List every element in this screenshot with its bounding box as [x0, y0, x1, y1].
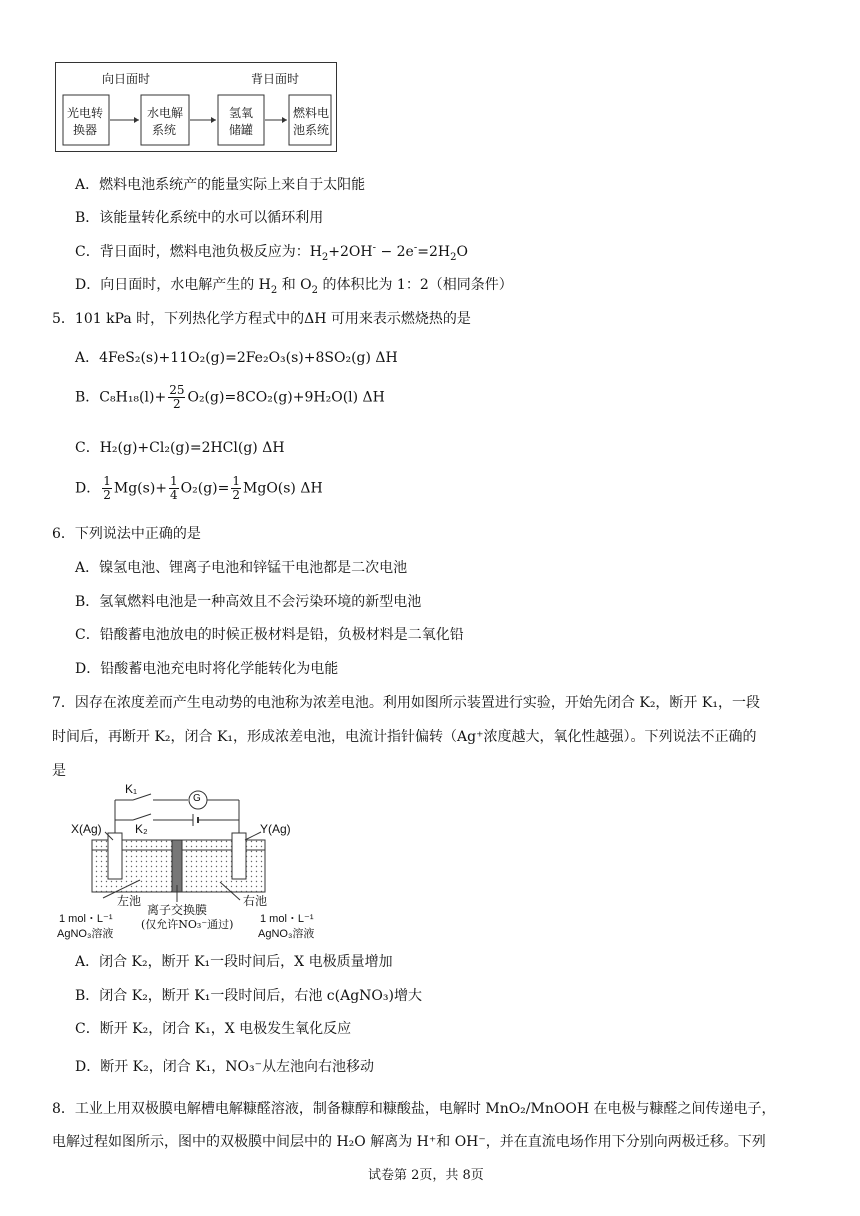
right-pool-label: 右池 [243, 894, 268, 908]
q4-d-mid: 和 O [277, 277, 312, 293]
conc-left-1: 1 mol・L⁻¹ [59, 913, 113, 925]
x-electrode-label: X(Ag) [71, 822, 102, 836]
box1-line1: 光电转 [67, 106, 104, 120]
q4-c-mid2: − 2e [376, 244, 414, 260]
y-electrode-label: Y(Ag) [260, 822, 291, 836]
galvanometer-label: G [193, 793, 201, 804]
q5-b-fraction [168, 384, 185, 411]
q7-option-b: B．闭合 K₂，断开 K₁一段时间后，右池 c(AgNO₃)增大 [75, 988, 422, 1004]
q5-d-post: MgO(s) ΔH [243, 480, 323, 497]
q5-d-frac2 [169, 475, 179, 502]
q5-d-d3: 2 [232, 488, 241, 502]
q4-option-a: A．燃料电池系统产的能量实际上来自于太阳能 [75, 177, 366, 193]
q7-stem-line2: 时间后，再断开 K₂，闭合 K₁，形成浓差电池，电流计指针偏转（Ag⁺浓度越大，氧化性越强）。下列说法不正确的 [52, 729, 757, 745]
q4-c-sup2: - [413, 242, 418, 254]
q6-option-b: B．氢氧燃料电池是一种高效且不会污染环境的新型电池 [75, 594, 422, 610]
conc-left-2: AgNO₃溶液 [57, 928, 114, 940]
q4-c-mid: +2OH [328, 244, 373, 260]
q5-d-d2: 4 [170, 488, 178, 502]
q5-option-b [75, 384, 385, 411]
label-night: 背日面时 [251, 72, 300, 86]
q5-b-post: O₂(g)=8CO₂(g)+9H₂O(l) ΔH [187, 389, 385, 406]
q5-d-frac1 [102, 475, 112, 502]
q4-option-b: B．该能量转化系统中的水可以循环利用 [75, 210, 324, 226]
q5-d-mid2: O₂(g)= [180, 480, 230, 497]
q4-option-d [75, 274, 513, 296]
q4-option-c [75, 241, 468, 263]
box4-line2: 池系统 [293, 123, 330, 137]
q5-d-mid1: Mg(s)+ [113, 480, 168, 497]
q4-c-tail: O [456, 244, 468, 260]
q4-c-sub1: 2 [321, 251, 329, 263]
q6-option-c: C．铅酸蓄电池放电的时候正极材料是铅，负极材料是二氧化铅 [75, 627, 464, 643]
box2-line2: 系统 [152, 123, 177, 137]
q4-c-sup1: - [372, 242, 377, 254]
q6-option-a: A．镍氢电池、锂离子电池和锌锰干电池都是二次电池 [75, 560, 408, 576]
q5-b-pre: B．C₈H₁₈(l)+ [75, 389, 167, 406]
q5-d-n1: 1 [103, 474, 111, 488]
q4-c-prefix: C．背日面时，燃料电池负极反应为：H [75, 244, 322, 260]
q5-d-n2: 1 [170, 474, 178, 488]
q4-c-end: =2H [417, 244, 451, 260]
q4-d-sub2: 2 [311, 284, 319, 296]
label-day: 向日面时 [102, 72, 151, 86]
box4-line1: 燃料电 [293, 106, 330, 120]
box2-line1: 水电解 [147, 106, 184, 120]
q4-c-sub2: 2 [450, 251, 457, 263]
k2-label: K₂ [135, 822, 148, 836]
left-pool-label: 左池 [117, 894, 142, 908]
q5-stem: 5．101 kPa 时，下列热化学方程式中的ΔH 可用来表示燃烧热的是 [52, 311, 471, 327]
q6-stem: 6．下列说法中正确的是 [52, 526, 201, 542]
q4-d-sub1: 2 [270, 284, 278, 296]
concentration-cell-diagram [55, 780, 345, 945]
q5-option-a: A．4FeS₂(s)+11O₂(g)=2Fe₂O₃(s)+8SO₂(g) ΔH [75, 350, 398, 366]
q5-d-frac3 [231, 475, 241, 502]
q6-option-d: D．铅酸蓄电池充电时将化学能转化为电能 [75, 661, 339, 677]
q5-d-pre: D． [75, 480, 101, 497]
q5-b-num: 25 [169, 383, 185, 397]
q7-option-a: A．闭合 K₂，断开 K₁一段时间后，X 电极质量增加 [75, 954, 393, 970]
conc-right-1: 1 mol・L⁻¹ [260, 913, 314, 925]
q5-d-d1: 2 [103, 488, 111, 502]
box3-line2: 储罐 [229, 123, 254, 137]
k1-label: K₁ [125, 782, 138, 796]
q8-stem-line1: 8．工业上用双极膜电解槽电解糠醛溶液，制备糠醇和糠酸盐，电解时 MnO₂/MnOOH 在电极与糠醛之间传递电子， [52, 1101, 776, 1117]
membrane-label-2: (仅允许NO₃⁻通过) [141, 918, 234, 931]
q7-stem-line3: 是 [52, 763, 66, 779]
box3-line1: 氢氧 [229, 106, 254, 120]
box1-line2: 换器 [73, 123, 98, 137]
q7-option-c: C．断开 K₂，闭合 K₁，X 电极发生氧化反应 [75, 1021, 352, 1037]
q7-stem-line1: 7．因存在浓度差而产生电动势的电池称为浓差电池。利用如图所示装置进行实验，开始先闭合 K₂，断开 K₁，一段 [52, 695, 760, 711]
q4-d-prefix: D．向日面时，水电解产生的 H [75, 277, 271, 293]
q5-option-d [75, 475, 323, 502]
q5-option-c: C．H₂(g)+Cl₂(g)=2HCl(g) ΔH [75, 440, 285, 456]
membrane-label-1: 离子交换膜 [147, 903, 208, 917]
q5-d-n3: 1 [232, 474, 241, 488]
page-footer: 试卷第 2页，共 8页 [368, 1168, 484, 1183]
q5-b-den: 2 [173, 397, 181, 411]
q8-stem-line2: 电解过程如图所示，图中的双极膜中间层中的 H₂O 解离为 H⁺和 OH⁻，并在直流电场作用下分别向两极迁移。下列 [52, 1134, 766, 1150]
energy-flow-diagram [55, 62, 337, 152]
conc-right-2: AgNO₃溶液 [258, 928, 315, 940]
q4-d-end: 的体积比为 1：2（相同条件） [318, 277, 513, 293]
q7-option-d: D．断开 K₂，闭合 K₁，NO₃⁻从左池向右池移动 [75, 1059, 374, 1075]
